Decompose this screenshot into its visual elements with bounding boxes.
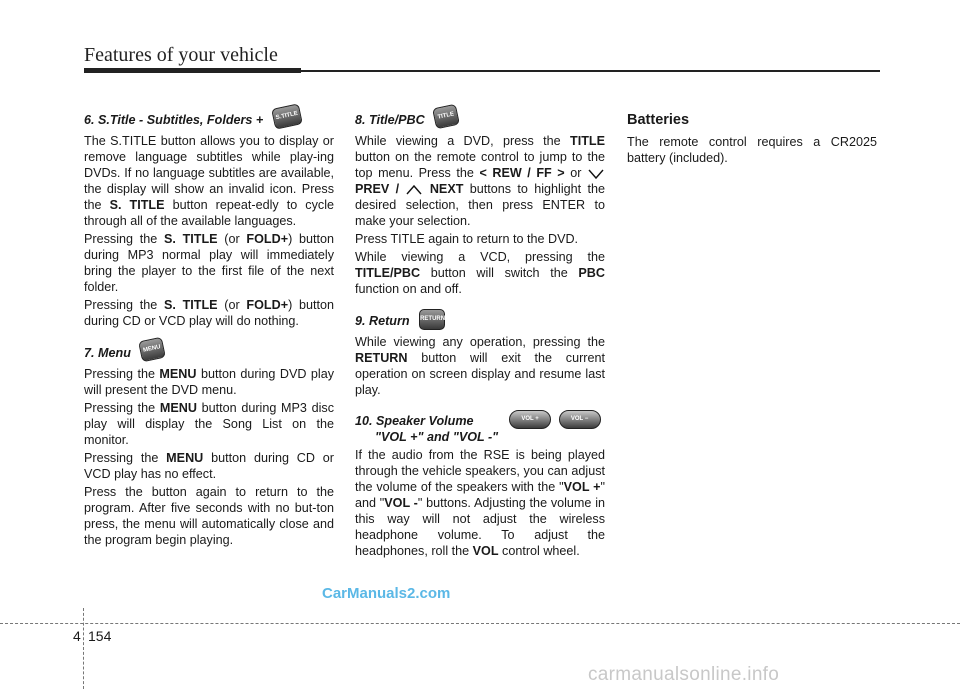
volume-button-icons bbox=[505, 410, 601, 429]
section-title-menu bbox=[84, 343, 334, 364]
header-rule bbox=[84, 68, 880, 73]
paragraph: While viewing a DVD, press the TITLE button on the remote control to jump to the top menu. Press the < REW / FF > or PREV / NEXT buttons to highlight the desired selection, then press ENTER to make your selection. bbox=[355, 134, 606, 228]
page-number: 154 bbox=[88, 628, 112, 644]
paragraph: Pressing the MENU button during MP3 disc play will display the Song List on the monitor. bbox=[84, 401, 334, 447]
paragraph: The S.TITLE button allows you to display or remove language subtitles while play-ing DVDs. If no language subtitles are available, the display will show an invalid icon. Press the S. TITLE button repeat-edly to cycle through all of the available languages. bbox=[84, 134, 335, 228]
menu-button-icon: MENU bbox=[138, 337, 166, 363]
paragraph: While viewing any operation, pressing the RETURN button will exit the current operation on screen display and resume last play. bbox=[355, 335, 605, 397]
section-title-text: 7. Menu bbox=[84, 345, 131, 360]
return-button-icon: RETURN bbox=[419, 309, 445, 330]
paragraph: While viewing a VCD, pressing the TITLE/PBC button will switch the PBC function on and off. bbox=[355, 250, 605, 296]
section-title-title-pbc bbox=[355, 110, 605, 131]
chapter-number: 4 bbox=[73, 628, 81, 644]
column-middle bbox=[355, 110, 605, 561]
section-title-subtitles bbox=[84, 110, 334, 131]
column-left bbox=[84, 110, 334, 550]
vol-plus-button-icon: VOL + bbox=[509, 410, 551, 429]
title-button-icon: TITLE bbox=[432, 104, 460, 130]
chevron-up-icon bbox=[405, 184, 423, 196]
vol-minus-button-icon: VOL − bbox=[559, 410, 601, 429]
paragraph: Pressing the MENU button during CD or VCD play has no effect. bbox=[84, 451, 334, 481]
section-title-text: 8. Title/PBC bbox=[355, 112, 425, 127]
s-title-button-icon: S.TITLE bbox=[271, 103, 303, 129]
section-title-text: 9. Return bbox=[355, 313, 410, 328]
column-right bbox=[627, 110, 877, 168]
footer-rule bbox=[0, 623, 960, 624]
paragraph: Pressing the MENU button during DVD play will present the DVD menu. bbox=[84, 367, 334, 397]
paragraph: Press TITLE again to return to the DVD. bbox=[355, 232, 579, 246]
paragraph: Pressing the S. TITLE (or FOLD+) button during MP3 normal play will immediately bring the player to the first file of the next folder. bbox=[84, 232, 334, 294]
paragraph: The remote control requires a CR2025 battery (included). bbox=[627, 135, 877, 165]
watermark-carmanualsonline: carmanualsonline.info bbox=[588, 664, 780, 685]
section-title-return bbox=[355, 311, 605, 332]
section-subtitle-vol: "VOL +" and "VOL -" bbox=[375, 430, 499, 444]
section-title-batteries: Batteries bbox=[627, 112, 690, 128]
paragraph: Pressing the S. TITLE (or FOLD+) button during CD or VCD play will do nothing. bbox=[84, 298, 334, 328]
paragraph: Press the button again to return to the program. After five seconds with no but-ton press, the menu will automatically close and the program begin playing. bbox=[84, 485, 334, 547]
watermark-carmanuals2[interactable]: CarManuals2.com bbox=[322, 585, 451, 602]
page-header-title: Features of your vehicle bbox=[84, 44, 278, 66]
paragraph: If the audio from the RSE is being played through the vehicle speakers, you can adjust the volume of the speakers with the "VOL +" and "VOL -" buttons. Adjusting the volume in this way will not adjust the wireless headphone volume. To adjust the headphones, roll the VOL control wheel. bbox=[355, 448, 605, 558]
header-rule-thick bbox=[84, 68, 301, 73]
section-title-text: 6. S.Title - Subtitles, Folders + bbox=[84, 112, 264, 127]
footer-divider bbox=[83, 608, 84, 689]
chevron-down-icon bbox=[587, 168, 605, 180]
section-title-text: 10. Speaker Volume bbox=[355, 413, 474, 428]
